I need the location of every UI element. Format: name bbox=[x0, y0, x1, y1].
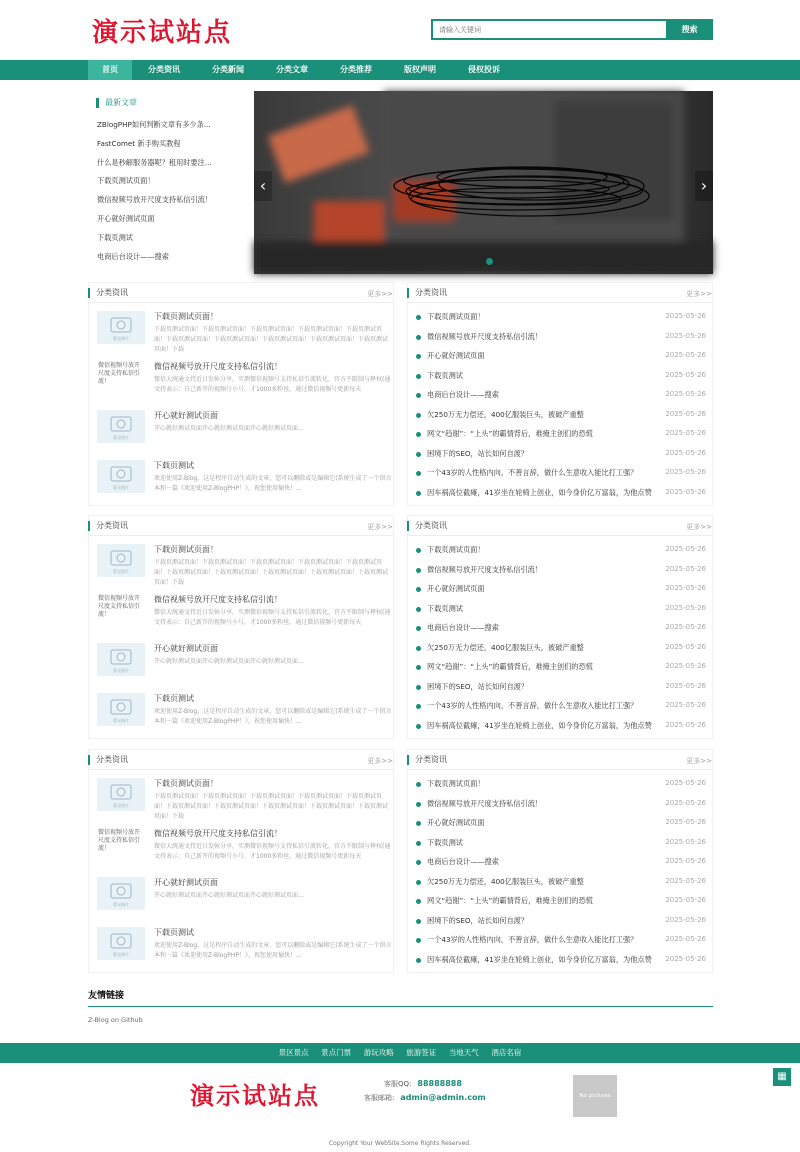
news-date: 2025-05-26 bbox=[665, 642, 706, 651]
news-item[interactable]: 一个43岁的人性格内向，不善言辞，做什么生意收入能比打工强？ 2025-05-26 bbox=[416, 463, 712, 483]
post-excerpt: 欢迎使用Z-Blog，这是程序自动生成的文章，您可以删除或是编辑它(系统生成了一个留言本和一篇《欢迎使用Z-BlogPHP！》，祝您使用愉快！... bbox=[154, 474, 392, 492]
news-item[interactable]: 欠250万无力偿还，400亿服装巨头，被破产重整 2025-05-26 bbox=[416, 405, 712, 425]
news-date: 2025-05-26 bbox=[665, 409, 706, 418]
post-title[interactable]: 开心就好测试页面 bbox=[154, 644, 218, 653]
news-date: 2025-05-26 bbox=[665, 798, 706, 807]
panel-title: 分类资讯 bbox=[407, 755, 447, 765]
footer-nav bbox=[0, 1043, 800, 1063]
friend-link[interactable]: Z-Blog on Github bbox=[88, 1016, 143, 1024]
footer-nav-item[interactable]: 游玩攻略 bbox=[363, 1048, 394, 1057]
news-date: 2025-05-26 bbox=[665, 331, 706, 340]
post-excerpt: 下载页测试页面！下载页测试页面！下载页测试页面！下载页测试页面！下载页测试页面！下载页测试页面！下载页测试页面！下载页测试页面！下载页测试页面！下载页测试页面！下载 bbox=[154, 326, 389, 353]
news-item[interactable]: 开心就好测试页面 2025-05-26 bbox=[416, 579, 712, 599]
post-excerpt: 下载页测试页面！下载页测试页面！下载页测试页面！下载页测试页面！下载页测试页面！下载页测试页面！下载页测试页面！下载页测试页面！下载页测试页面！下载页测试页面！下载 bbox=[154, 793, 389, 820]
category-panel-left bbox=[88, 515, 394, 739]
news-item[interactable]: 网文“趋谢”：“上头”的霸情背后，难掩主创们的恐慌 2025-05-26 bbox=[416, 657, 712, 677]
footer-nav-item[interactable]: 酒店名宿 bbox=[491, 1048, 522, 1057]
post-title[interactable]: 开心就好测试页面 bbox=[154, 411, 218, 420]
news-date: 2025-05-26 bbox=[665, 662, 706, 670]
post-excerpt: 微信大统通文持近日发帖分享，实测微信视频号支持私信引流转化，官方不限制与释权(通文持表示：自己新开的视频号小号，才1000多粉丝，通过微信视频号更新每天 bbox=[154, 608, 391, 626]
list-item[interactable] bbox=[97, 544, 393, 594]
news-date: 2025-05-26 bbox=[665, 623, 706, 631]
category-panel-right bbox=[407, 282, 713, 506]
news-date: 2025-05-26 bbox=[665, 915, 706, 924]
list-item[interactable] bbox=[97, 594, 393, 644]
nav-item-news-category[interactable]: 分类资讯 bbox=[148, 65, 180, 74]
site-logo[interactable]: 演示试站点 bbox=[92, 18, 233, 48]
news-date: 2025-05-26 bbox=[665, 603, 706, 612]
more-link[interactable]: 更多>> bbox=[367, 523, 393, 531]
thumb-label: 暂无图片 bbox=[113, 569, 129, 574]
search-input[interactable] bbox=[431, 19, 666, 40]
news-date: 2025-05-26 bbox=[665, 779, 706, 787]
contact-info bbox=[364, 1077, 486, 1105]
news-item[interactable]: 欠250万无力偿还，400亿服装巨头，被破产重整 2025-05-26 bbox=[416, 638, 712, 658]
news-item[interactable]: 微信视频号放开尺度支持私信引流！ 2025-05-26 bbox=[416, 327, 712, 347]
slider-dot[interactable] bbox=[486, 258, 493, 265]
nav-item-articles[interactable]: 分类文章 bbox=[276, 65, 308, 74]
post-title[interactable]: 下载页测试页面！ bbox=[154, 312, 218, 321]
panel-title: 分类资讯 bbox=[88, 288, 128, 298]
post-excerpt: 开心就好测试页面开心就好测试页面开心就好测试页面... bbox=[154, 892, 304, 899]
news-item[interactable]: 下载页测试 2025-05-26 bbox=[416, 833, 712, 853]
latest-article-link[interactable]: 下载页测试页面！ bbox=[97, 176, 155, 186]
news-item[interactable]: 因车祸高位截瘫，41岁坐在轮椅上创业，如今身价亿万富翁，为他点赞 2025-05-26 bbox=[416, 483, 712, 503]
image-placeholder-icon bbox=[97, 460, 145, 493]
friend-links bbox=[88, 988, 713, 1024]
post-title[interactable]: 下载页测试 bbox=[154, 460, 194, 470]
news-item[interactable]: 一个43岁的人性格内向，不善言辞，做什么生意收入能比打工强？ 2025-05-26 bbox=[416, 930, 712, 950]
footer-nav-item[interactable]: 景区景点 bbox=[278, 1048, 309, 1057]
news-date: 2025-05-26 bbox=[665, 545, 706, 553]
qr-code-placeholder: No pictures bbox=[573, 1075, 617, 1117]
list-item[interactable] bbox=[97, 778, 393, 828]
news-item[interactable]: 电商后台设计——搜索 2025-05-26 bbox=[416, 385, 712, 405]
more-link[interactable]: 更多>> bbox=[686, 290, 712, 298]
news-item[interactable]: 开心就好测试页面 2025-05-26 bbox=[416, 813, 712, 833]
list-item[interactable] bbox=[97, 311, 393, 361]
post-title[interactable]: 微信视频号放开尺度支持私信引流！ bbox=[154, 361, 282, 371]
post-excerpt: 开心就好测试页面开心就好测试页面开心就好测试页面... bbox=[154, 425, 304, 432]
thumb-label: 暂无图片 bbox=[113, 803, 129, 808]
news-date: 2025-05-26 bbox=[665, 837, 706, 846]
news-item[interactable]: 困境下的SEO，站长如何自渡？ 2025-05-26 bbox=[416, 911, 712, 931]
more-link[interactable]: 更多>> bbox=[686, 523, 712, 531]
news-date: 2025-05-26 bbox=[665, 720, 706, 729]
news-item[interactable]: 困境下的SEO，站长如何自渡？ 2025-05-26 bbox=[416, 444, 712, 464]
news-date: 2025-05-26 bbox=[665, 935, 706, 943]
list-item[interactable] bbox=[97, 828, 393, 878]
latest-article-link[interactable]: 什么是秒解服务器呢？租用时要注... bbox=[97, 157, 212, 167]
thumb-label: 暂无图片 bbox=[113, 484, 129, 490]
image-placeholder-icon bbox=[97, 778, 145, 811]
latest-article-link[interactable]: 开心就好测试页面 bbox=[97, 213, 155, 223]
post-excerpt: 微信大统通文持近日发帖分享，实测微信视频号支持私信引流转化，官方不限制与释权(通文持表示：自己新开的视频号小号，才1000多粉丝，通过微信视频号更新每天 bbox=[154, 842, 391, 860]
latest-articles bbox=[88, 92, 240, 274]
news-date: 2025-05-26 bbox=[665, 681, 706, 690]
post-title[interactable]: 下载页测试页面！ bbox=[154, 545, 218, 554]
news-date: 2025-05-26 bbox=[665, 896, 706, 904]
latest-article-link[interactable]: FastComet 新手购买教程 bbox=[97, 138, 181, 148]
friend-links-title: 友情链接 bbox=[88, 988, 713, 1007]
thumb-label: 暂无图片 bbox=[113, 951, 129, 957]
nav-item-complaint[interactable]: 侵权投诉 bbox=[468, 65, 500, 74]
qq-label: 客服QQ: bbox=[384, 1080, 412, 1088]
post-title[interactable]: 下载页测试页面！ bbox=[154, 779, 218, 788]
category-panel-left bbox=[88, 749, 394, 973]
post-excerpt: 开心就好测试页面开心就好测试页面开心就好测试页面... bbox=[154, 658, 304, 665]
news-date: 2025-05-26 bbox=[665, 857, 706, 865]
nav-item-copyright[interactable]: 版权声明 bbox=[404, 65, 436, 74]
news-item[interactable]: 电商后台设计——搜索 2025-05-26 bbox=[416, 618, 712, 638]
search-button[interactable]: 搜索 bbox=[666, 19, 713, 40]
list-item[interactable] bbox=[97, 927, 393, 977]
more-link[interactable]: 更多>> bbox=[367, 290, 393, 298]
category-panel-left bbox=[88, 282, 394, 506]
news-item[interactable]: 一个43岁的人性格内向，不善言辞，做什么生意收入能比打工强？ 2025-05-26 bbox=[416, 696, 712, 716]
news-date: 2025-05-26 bbox=[665, 876, 706, 885]
image-placeholder-icon bbox=[97, 877, 145, 910]
post-title[interactable]: 微信视频号放开尺度支持私信引流！ bbox=[154, 594, 282, 604]
news-item[interactable]: 开心就好测试页面 2025-05-26 bbox=[416, 346, 712, 366]
header bbox=[0, 0, 800, 58]
list-item[interactable] bbox=[97, 877, 393, 927]
more-link[interactable]: 更多>> bbox=[367, 757, 393, 765]
news-item[interactable]: 微信视频号放开尺度支持私信引流！ 2025-05-26 bbox=[416, 560, 712, 580]
thumb-label: 暂无图片 bbox=[113, 435, 129, 440]
footer-logo: 演示试站点 bbox=[190, 1082, 320, 1110]
broken-image-icon: 微信视频号放开尺度支持私信引流！ bbox=[98, 828, 141, 852]
image-placeholder-icon bbox=[97, 693, 145, 726]
banner-slider[interactable] bbox=[254, 91, 713, 274]
news-date: 2025-05-26 bbox=[665, 390, 706, 398]
news-date: 2025-05-26 bbox=[665, 564, 706, 573]
email-value[interactable]: admin@admin.com bbox=[400, 1093, 486, 1102]
copyright: Copyright Your WebSite.Some Rights Reserved. bbox=[328, 1140, 472, 1147]
news-date: 2025-05-26 bbox=[665, 370, 706, 379]
broken-image-icon: 微信视频号放开尺度支持私信引流！ bbox=[98, 594, 141, 618]
thumb-label: 暂无图片 bbox=[113, 668, 129, 673]
footer-nav-item[interactable]: 旅游签证 bbox=[406, 1048, 437, 1057]
news-item[interactable]: 下载页测试页面！ 2025-05-26 bbox=[416, 540, 712, 560]
image-placeholder-icon bbox=[97, 311, 145, 344]
image-placeholder-icon bbox=[97, 410, 145, 443]
news-item[interactable]: 困境下的SEO，站长如何自渡？ 2025-05-26 bbox=[416, 677, 712, 697]
list-item[interactable] bbox=[97, 693, 393, 743]
news-item[interactable]: 因车祸高位截瘫，41岁坐在轮椅上创业，如今身价亿万富翁，为他点赞 2025-05-26 bbox=[416, 716, 712, 736]
post-title[interactable]: 微信视频号放开尺度支持私信引流！ bbox=[154, 828, 282, 838]
banner-image bbox=[254, 91, 713, 274]
latest-article-link[interactable]: ZBlogPHP如何判断文章有多少条... bbox=[97, 120, 211, 129]
news-item[interactable]: 因车祸高位截瘫，41岁坐在轮椅上创业，如今身价亿万富翁，为他点赞 2025-05-26 bbox=[416, 950, 712, 970]
panel-title: 分类资讯 bbox=[407, 521, 447, 531]
main-nav bbox=[0, 60, 800, 80]
news-date: 2025-05-26 bbox=[665, 954, 706, 963]
list-item[interactable] bbox=[97, 643, 393, 693]
news-date: 2025-05-26 bbox=[665, 818, 706, 826]
category-panel-right bbox=[407, 515, 713, 739]
post-title[interactable]: 开心就好测试页面 bbox=[154, 878, 218, 887]
image-placeholder-icon bbox=[97, 544, 145, 577]
news-item[interactable]: 下载页测试页面！ 2025-05-26 bbox=[416, 307, 712, 327]
chevron-right-icon[interactable]: › bbox=[695, 171, 713, 201]
post-excerpt: 微信大统通文持近日发帖分享，实测微信视频号支持私信引流转化，官方不限制与释权(通文持表示：自己新开的视频号小号，才1000多粉丝，通过微信视频号更新每天 bbox=[154, 375, 391, 393]
news-item[interactable]: 电商后台设计——搜索 2025-05-26 bbox=[416, 852, 712, 872]
post-excerpt: 欢迎使用Z-Blog，这是程序自动生成的文章，您可以删除或是编辑它(系统生成了一个留言本和一篇《欢迎使用Z-BlogPHP！》，祝您使用愉快！... bbox=[154, 707, 392, 725]
news-date: 2025-05-26 bbox=[665, 351, 706, 359]
footer-nav-item[interactable]: 景点门票 bbox=[321, 1048, 352, 1057]
thumb-label: 暂无图片 bbox=[113, 902, 129, 907]
post-title[interactable]: 下载页测试 bbox=[154, 927, 194, 937]
news-date: 2025-05-26 bbox=[665, 701, 706, 709]
news-date: 2025-05-26 bbox=[665, 312, 706, 320]
broken-image-icon: 微信视频号放开尺度支持私信引流！ bbox=[98, 361, 141, 385]
latest-article-link[interactable]: 下载页测试 bbox=[97, 232, 133, 242]
news-item[interactable]: 微信视频号放开尺度支持私信引流！ 2025-05-26 bbox=[416, 794, 712, 814]
latest-article-link[interactable]: 微信视频号放开尺度支持私信引流！ bbox=[97, 195, 213, 205]
latest-article-link[interactable]: 电商后台设计——搜索 bbox=[97, 251, 169, 261]
search-bar bbox=[431, 19, 713, 40]
news-date: 2025-05-26 bbox=[665, 468, 706, 476]
news-item[interactable]: 下载页测试页面！ 2025-05-26 bbox=[416, 774, 712, 794]
news-item[interactable]: 网文“趋谢”：“上头”的霸情背后，难掩主创们的恐慌 2025-05-26 bbox=[416, 891, 712, 911]
news-date: 2025-05-26 bbox=[665, 429, 706, 437]
nav-item-recommend[interactable]: 分类推荐 bbox=[340, 65, 372, 74]
thumb-label: 暂无图片 bbox=[113, 717, 129, 723]
post-excerpt: 下载页测试页面！下载页测试页面！下载页测试页面！下载页测试页面！下载页测试页面！下载页测试页面！下载页测试页面！下载页测试页面！下载页测试页面！下载页测试页面！下载 bbox=[154, 559, 389, 586]
news-item[interactable]: 下载页测试 2025-05-26 bbox=[416, 599, 712, 619]
panel-title: 分类资讯 bbox=[88, 755, 128, 765]
image-placeholder-icon bbox=[97, 643, 145, 676]
email-label: 客服邮箱: bbox=[364, 1094, 395, 1102]
panel-title: 分类资讯 bbox=[88, 521, 128, 531]
thumb-label: 暂无图片 bbox=[113, 336, 129, 341]
news-date: 2025-05-26 bbox=[665, 487, 706, 496]
list-item[interactable] bbox=[97, 361, 393, 411]
nav-item-news[interactable]: 分类新闻 bbox=[212, 65, 244, 74]
news-date: 2025-05-26 bbox=[665, 584, 706, 592]
list-item[interactable] bbox=[97, 410, 393, 460]
nav-item-home[interactable]: 首页 bbox=[88, 60, 132, 80]
news-item[interactable]: 网文“趋谢”：“上头”的霸情背后，难掩主创们的恐慌 2025-05-26 bbox=[416, 424, 712, 444]
news-item[interactable]: 欠250万无力偿还，400亿服装巨头，被破产重整 2025-05-26 bbox=[416, 872, 712, 892]
qq-value: 88888888 bbox=[417, 1079, 462, 1088]
latest-articles-title: 最新文章 bbox=[96, 98, 240, 108]
post-excerpt: 欢迎使用Z-Blog，这是程序自动生成的文章，您可以删除或是编辑它(系统生成了一个留言本和一篇《欢迎使用Z-BlogPHP！》，祝您使用愉快！... bbox=[154, 941, 392, 959]
footer-nav-item[interactable]: 当地天气 bbox=[448, 1048, 479, 1057]
list-item[interactable] bbox=[97, 460, 393, 510]
post-title[interactable]: 下载页测试 bbox=[154, 693, 194, 703]
more-link[interactable]: 更多>> bbox=[686, 757, 712, 765]
qr-code-icon[interactable]: ▦ bbox=[773, 1068, 791, 1086]
news-date: 2025-05-26 bbox=[665, 448, 706, 457]
chevron-left-icon[interactable]: ‹ bbox=[254, 171, 272, 201]
image-placeholder-icon bbox=[97, 927, 145, 960]
panel-title: 分类资讯 bbox=[407, 288, 447, 298]
news-item[interactable]: 下载页测试 2025-05-26 bbox=[416, 366, 712, 386]
category-panel-right bbox=[407, 749, 713, 973]
